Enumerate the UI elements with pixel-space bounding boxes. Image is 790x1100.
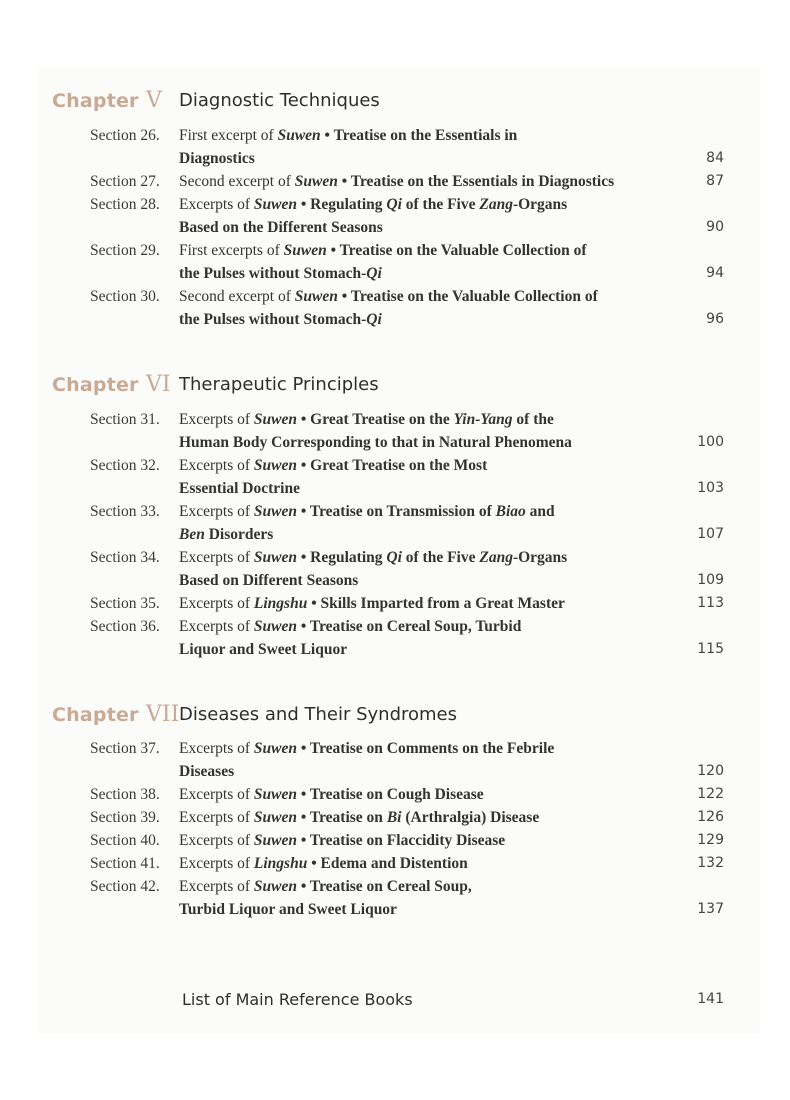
title-segment: • Treatise on Comments on the Febrile [296, 740, 555, 757]
title-segment: Biao [495, 503, 526, 520]
title-segment: Suwen [253, 618, 297, 635]
section-title-line [179, 193, 567, 216]
title-segment: of the Five [401, 196, 480, 213]
section-title-line [179, 523, 273, 546]
section-label: Section 39. [90, 809, 160, 826]
title-segment: Suwen [253, 878, 297, 895]
chapter-title[interactable]: Diseases and Their Syndromes [179, 704, 457, 725]
section-title-line [179, 170, 614, 193]
title-segment: Suwen [283, 242, 327, 259]
section-title-line [179, 615, 521, 638]
page-number: 109 [697, 572, 724, 588]
title-segment: Second excerpt of [179, 173, 295, 190]
title-segment: Excerpts of [179, 411, 254, 428]
section-label: Section 36. [90, 618, 160, 635]
title-segment: Essential Doctrine [179, 480, 300, 497]
section-title-line [179, 638, 347, 661]
title-segment: • Regulating [296, 196, 387, 213]
page-number: 84 [706, 150, 724, 166]
section-label: Section 34. [90, 549, 160, 566]
page-number: 113 [697, 595, 724, 611]
section-title-line [179, 569, 358, 592]
page-number: 107 [697, 526, 724, 542]
title-segment: and [525, 503, 555, 520]
page-number: 100 [697, 434, 724, 450]
chapter-title[interactable]: Therapeutic Principles [179, 374, 379, 395]
chapter-heading [0, 374, 790, 404]
title-segment: Based on the Different Seasons [179, 219, 383, 236]
title-segment: Excerpts of [179, 878, 254, 895]
section-title-line [179, 737, 554, 760]
title-segment: -Organs [512, 549, 568, 566]
title-segment: • Treatise on Transmission of [296, 503, 496, 520]
section-label: Section 33. [90, 503, 160, 520]
section-title-line [179, 806, 539, 829]
title-segment: Based on Different Seasons [179, 572, 359, 589]
title-segment: Yin-Yang [453, 411, 513, 428]
section-label: Section 28. [90, 196, 160, 213]
title-segment: of the [512, 411, 554, 428]
section-label: Section 31. [90, 411, 160, 428]
section-title-line [179, 875, 472, 898]
title-segment: Turbid Liquor and Sweet Liquor [179, 901, 397, 918]
title-segment: (Arthralgia) Disease [401, 809, 540, 826]
title-segment: Excerpts of [179, 740, 254, 757]
section-label: Section 41. [90, 855, 160, 872]
section-label: Section 26. [90, 127, 160, 144]
section-title-line [179, 898, 397, 921]
section-title-line [179, 216, 383, 239]
title-segment: Suwen [294, 173, 338, 190]
section-label: Section 35. [90, 595, 160, 612]
title-segment: of the Five [401, 549, 480, 566]
title-segment: Second excerpt of [179, 288, 295, 305]
chapter-numeral: VII [146, 702, 180, 727]
chapter-heading [0, 90, 790, 120]
title-segment: Suwen [253, 196, 297, 213]
title-segment: the Pulses without Stomach- [179, 265, 367, 282]
chapter-numeral: VI [146, 372, 171, 397]
title-segment: the Pulses without Stomach- [179, 311, 367, 328]
title-segment: • Treatise on the Valuable Collection of [337, 288, 598, 305]
title-segment: Human Body Corresponding to that in Natural Phenomena [179, 434, 572, 451]
page-number: 132 [697, 855, 724, 871]
page-number: 137 [697, 901, 724, 917]
section-title-line [179, 592, 565, 615]
title-segment: Excerpts of [179, 832, 254, 849]
title-segment: Suwen [253, 740, 297, 757]
title-segment: -Organs [512, 196, 568, 213]
chapter-word: Chapter [52, 374, 139, 396]
section-label: Section 37. [90, 740, 160, 757]
chapter-word: Chapter [52, 90, 139, 112]
section-label: Section 40. [90, 832, 160, 849]
chapter-heading [0, 704, 790, 734]
chapter-title[interactable]: Diagnostic Techniques [179, 90, 380, 111]
page-number: 90 [706, 219, 724, 235]
section-label: Section 30. [90, 288, 160, 305]
section-title-line [179, 500, 555, 523]
title-segment: Qi [386, 549, 402, 566]
section-label: Section 42. [90, 878, 160, 895]
title-segment: First excerpts of [179, 242, 284, 259]
page-number: 122 [697, 786, 724, 802]
title-segment: • Treatise on [296, 809, 387, 826]
title-segment: Lingshu [253, 855, 308, 872]
page-number: 96 [706, 311, 724, 327]
title-segment: Qi [386, 196, 402, 213]
chapter-numeral: V [146, 88, 162, 113]
title-segment: Diagnostics [179, 150, 255, 167]
section-title-line [179, 454, 487, 477]
title-segment: • Treatise on Cereal Soup, [296, 878, 472, 895]
chapter-word: Chapter [52, 704, 139, 726]
title-segment: Excerpts of [179, 457, 254, 474]
title-segment: Suwen [253, 786, 297, 803]
title-segment: Suwen [253, 411, 297, 428]
section-label: Section 32. [90, 457, 160, 474]
section-title-line [179, 546, 567, 569]
title-segment: • Treatise on Flaccidity Disease [296, 832, 506, 849]
page-number: 87 [706, 173, 724, 189]
title-segment: Suwen [253, 832, 297, 849]
section-title-line [179, 308, 382, 331]
page-number: 129 [697, 832, 724, 848]
title-segment: Excerpts of [179, 549, 254, 566]
title-segment: • Edema and Distention [307, 855, 468, 872]
title-segment: Suwen [253, 457, 297, 474]
title-segment: Qi [366, 265, 382, 282]
title-segment: Suwen [294, 288, 338, 305]
reference-list-page-number: 141 [697, 991, 724, 1007]
page-number: 126 [697, 809, 724, 825]
section-label: Section 27. [90, 173, 160, 190]
title-segment: • Treatise on Cough Disease [296, 786, 484, 803]
section-title-line [179, 285, 598, 308]
section-title-line [179, 760, 234, 783]
page-number: 94 [706, 265, 724, 281]
title-segment: Excerpts of [179, 503, 254, 520]
section-label: Section 38. [90, 786, 160, 803]
title-segment: Suwen [253, 503, 297, 520]
title-segment: Suwen [253, 549, 297, 566]
title-segment: • Great Treatise on the [296, 411, 454, 428]
title-segment: Ben [179, 526, 205, 543]
page-number: 115 [697, 641, 724, 657]
title-segment: Lingshu [253, 595, 308, 612]
title-segment: Zang [479, 196, 513, 213]
section-title-line [179, 262, 382, 285]
title-segment: Suwen [277, 127, 321, 144]
title-segment: • Regulating [296, 549, 387, 566]
title-segment: Bi [386, 809, 402, 826]
reference-list-title[interactable]: List of Main Reference Books [182, 990, 413, 1009]
title-segment: Excerpts of [179, 595, 254, 612]
title-segment: Excerpts of [179, 809, 254, 826]
section-title-line [179, 147, 255, 170]
title-segment: Liquor and Sweet Liquor [179, 641, 348, 658]
title-segment: Zang [479, 549, 513, 566]
title-segment: Diseases [179, 763, 235, 780]
title-segment: • Skills Imparted from a Great Master [307, 595, 565, 612]
title-segment: • Treatise on the Essentials in Diagnostics [337, 173, 615, 190]
title-segment: First excerpt of [179, 127, 278, 144]
title-segment: Excerpts of [179, 855, 254, 872]
section-label: Section 29. [90, 242, 160, 259]
section-title-line [179, 408, 554, 431]
title-segment: Excerpts of [179, 786, 254, 803]
section-title-line [179, 431, 572, 454]
section-title-line [179, 124, 517, 147]
title-segment: Qi [366, 311, 382, 328]
section-title-line [179, 239, 587, 262]
title-segment: • Great Treatise on the Most [296, 457, 488, 474]
section-title-line [179, 829, 505, 852]
page-number: 120 [697, 763, 724, 779]
title-segment: Excerpts of [179, 618, 254, 635]
section-title-line [179, 783, 484, 806]
title-segment: Excerpts of [179, 196, 254, 213]
title-segment: • Treatise on the Valuable Collection of [326, 242, 587, 259]
title-segment: Suwen [253, 809, 297, 826]
section-title-line [179, 477, 300, 500]
title-segment: Disorders [204, 526, 274, 543]
title-segment: • Treatise on Cereal Soup, Turbid [296, 618, 522, 635]
title-segment: • Treatise on the Essentials in [320, 127, 518, 144]
section-title-line [179, 852, 468, 875]
page-number: 103 [697, 480, 724, 496]
